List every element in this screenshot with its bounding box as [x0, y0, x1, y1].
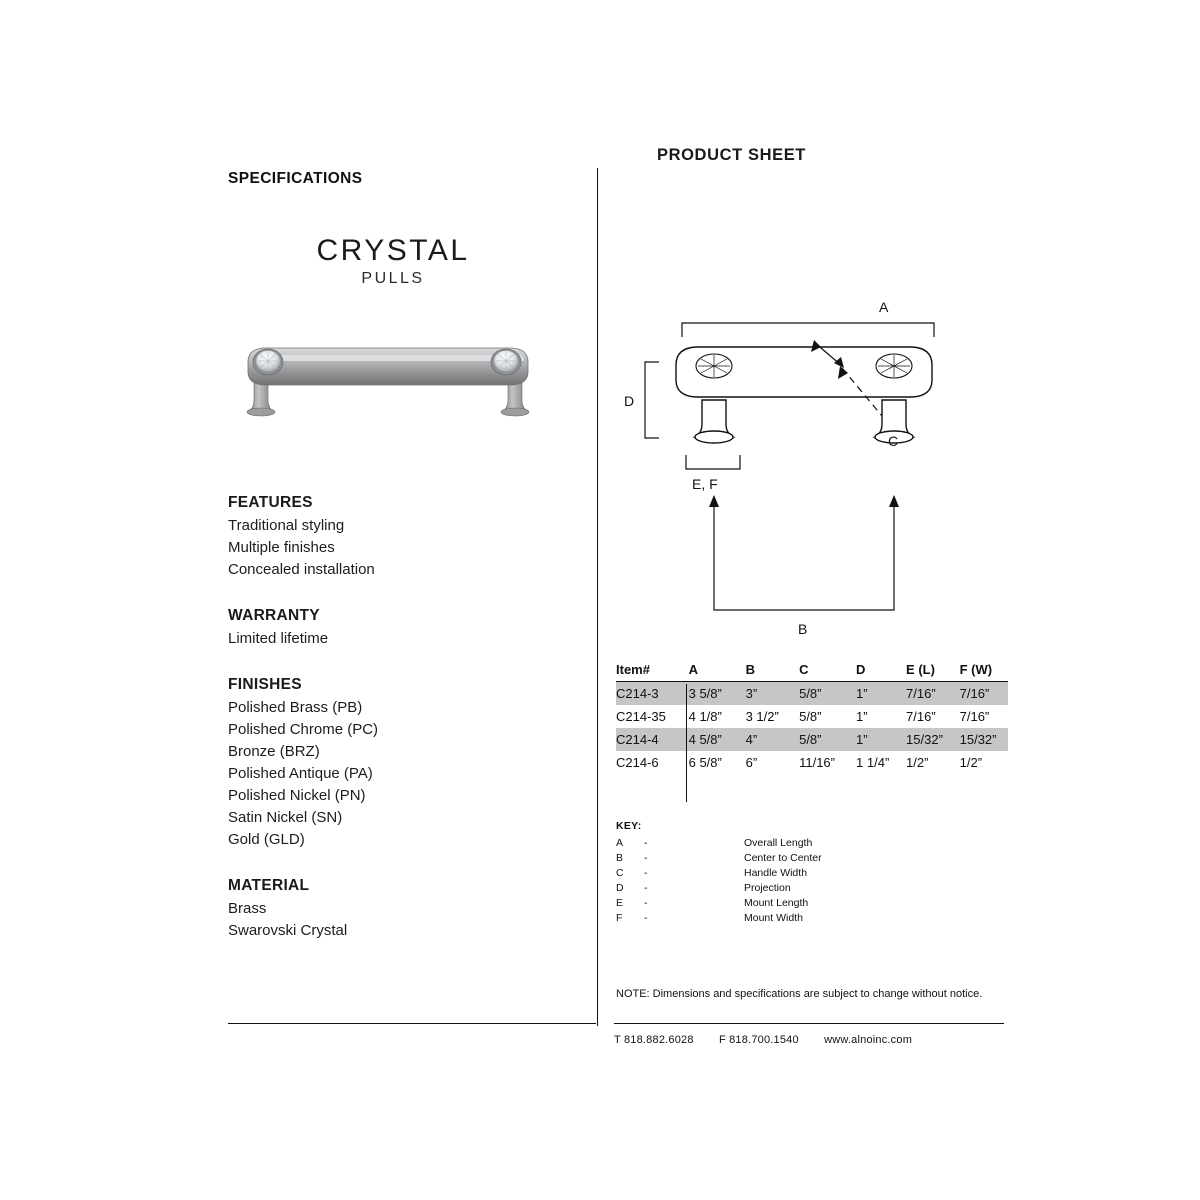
features-item-1: Multiple finishes	[228, 539, 335, 556]
table-row	[616, 682, 1008, 706]
key-letter: C	[616, 867, 624, 879]
vertical-divider	[597, 168, 598, 1026]
horizontal-divider-left	[228, 1023, 596, 1024]
finishes-item-5: Satin Nickel (SN)	[228, 809, 343, 826]
key-row	[616, 911, 1016, 926]
cell-e: 7/16”	[906, 686, 936, 701]
dimension-diagram-svg	[614, 290, 1034, 660]
product-title-block	[228, 234, 558, 288]
table-header-d: D	[856, 662, 866, 677]
footer-fax: F 818.700.1540	[718, 1034, 799, 1046]
cell-c: 5/8”	[799, 709, 822, 724]
cell-a: 6 5/8”	[688, 755, 722, 770]
cell-c: 5/8”	[799, 686, 822, 701]
key-legend	[616, 820, 1016, 926]
dimension-diagram	[614, 290, 1034, 660]
table-header-f: F (W)	[959, 662, 993, 677]
key-row	[616, 836, 1016, 851]
finishes-item-0: Polished Brass (PB)	[228, 699, 363, 716]
key-desc: Handle Width	[744, 867, 808, 879]
cell-item: C214-4	[616, 732, 659, 747]
product-sheet-heading: PRODUCT SHEET	[657, 146, 806, 164]
features-block	[228, 494, 588, 581]
finishes-item-6: Gold (GLD)	[228, 831, 305, 848]
cell-d: 1”	[856, 686, 868, 701]
cell-f: 1/2”	[959, 755, 983, 770]
finishes-item-2: Bronze (BRZ)	[228, 743, 320, 760]
diagram-label-a: A	[879, 299, 889, 315]
product-image	[234, 322, 564, 442]
horizontal-divider-right	[614, 1023, 1004, 1024]
page-subtitle: PULLS	[361, 270, 425, 287]
footer-contact	[614, 1034, 934, 1046]
key-desc: Overall Length	[744, 837, 813, 849]
warranty-heading: WARRANTY	[228, 607, 320, 624]
cell-a: 4 5/8”	[688, 732, 722, 747]
cell-item: C214-3	[616, 686, 659, 701]
key-title: KEY:	[616, 820, 642, 832]
table-header-a: A	[688, 662, 698, 677]
key-dash: -	[644, 852, 648, 864]
cell-e: 15/32”	[906, 732, 943, 747]
key-row	[616, 851, 1016, 866]
key-letter: F	[616, 912, 623, 924]
cell-f: 7/16”	[959, 686, 990, 701]
key-letter: E	[616, 897, 624, 909]
material-heading: MATERIAL	[228, 877, 310, 894]
crystal-pull-illustration	[234, 322, 564, 442]
key-letter: D	[616, 882, 624, 894]
table-header-c: C	[799, 662, 809, 677]
cell-a: 4 1/8”	[688, 709, 722, 724]
finishes-heading: FINISHES	[228, 676, 302, 693]
material-block	[228, 877, 588, 942]
diagram-label-b: B	[798, 621, 808, 637]
footer-website[interactable]: www.alnoinc.com	[824, 1034, 913, 1046]
cell-d: 1 1/4”	[856, 755, 890, 770]
key-desc: Mount Length	[744, 897, 809, 909]
disclaimer-note: NOTE: Dimensions and specifications are subject to change without notice.	[616, 988, 983, 1000]
cell-item: C214-35	[616, 709, 666, 724]
material-item-1: Swarovski Crystal	[228, 922, 348, 939]
diagram-label-ef: E, F	[692, 476, 718, 492]
key-dash: -	[644, 912, 648, 924]
key-letter: B	[616, 852, 624, 864]
key-row	[616, 896, 1016, 911]
finishes-item-3: Polished Antique (PA)	[228, 765, 373, 782]
key-desc: Mount Width	[744, 912, 803, 924]
finishes-item-4: Polished Nickel (PN)	[228, 787, 366, 804]
finishes-block	[228, 676, 588, 851]
cell-b: 4”	[745, 732, 758, 747]
cell-c: 5/8”	[799, 732, 822, 747]
features-item-2: Concealed installation	[228, 561, 375, 578]
key-dash: -	[644, 882, 648, 894]
cell-b: 3 1/2”	[745, 709, 779, 724]
table-row	[616, 728, 1008, 751]
specifications-column	[228, 170, 588, 942]
key-dash: -	[644, 837, 648, 849]
key-row	[616, 866, 1016, 881]
page-title: CRYSTAL	[316, 234, 470, 267]
cell-a: 3 5/8”	[688, 686, 722, 701]
key-desc: Center to Center	[744, 852, 822, 864]
specifications-heading: SPECIFICATIONS	[228, 170, 363, 187]
table-row	[616, 705, 1008, 728]
table-header-e: E (L)	[906, 662, 935, 677]
finishes-item-1: Polished Chrome (PC)	[228, 721, 379, 738]
cell-e: 7/16”	[906, 709, 936, 724]
features-heading: FEATURES	[228, 494, 313, 511]
table-header-row	[616, 660, 1008, 682]
cell-b: 3”	[745, 686, 758, 701]
table-column-divider	[686, 684, 687, 802]
features-item-0: Traditional styling	[228, 517, 345, 534]
cell-f: 7/16”	[959, 709, 990, 724]
cell-b: 6”	[745, 755, 758, 770]
warranty-item-0: Limited lifetime	[228, 630, 329, 647]
cell-e: 1/2”	[906, 755, 929, 770]
cell-item: C214-6	[616, 755, 659, 770]
diagram-label-d: D	[624, 393, 635, 409]
table-header-item: Item#	[616, 662, 650, 677]
key-row	[616, 881, 1016, 896]
cell-d: 1”	[856, 732, 868, 747]
warranty-block	[228, 607, 588, 650]
material-item-0: Brass	[228, 900, 267, 917]
diagram-label-c: C	[888, 433, 899, 449]
cell-f: 15/32”	[959, 732, 997, 747]
footer-phone: T 818.882.6028	[614, 1034, 694, 1046]
cell-d: 1”	[856, 709, 868, 724]
table-header-b: B	[745, 662, 755, 677]
cell-c: 11/16”	[799, 755, 835, 770]
dimensions-table	[616, 660, 1008, 774]
key-letter: A	[616, 837, 624, 849]
key-dash: -	[644, 867, 648, 879]
key-dash: -	[644, 897, 648, 909]
table-row	[616, 751, 1008, 774]
key-desc: Projection	[744, 882, 791, 894]
